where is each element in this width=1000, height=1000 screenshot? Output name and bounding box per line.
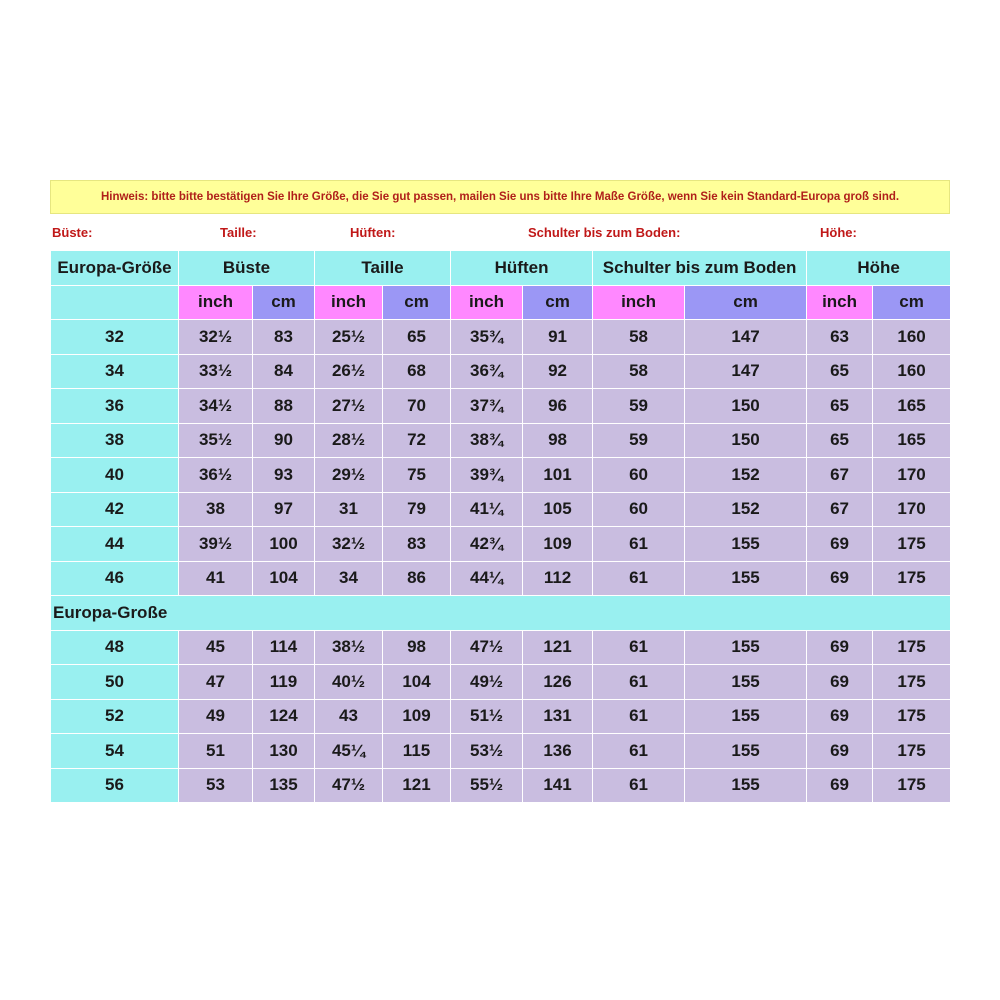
table-row (51, 458, 951, 493)
table-row (51, 734, 951, 769)
value-cell: 147 (685, 320, 807, 355)
value-cell: 83 (253, 320, 315, 355)
value-cell: 36½ (179, 458, 253, 493)
value-cell: 104 (383, 665, 451, 700)
value-cell: 96 (523, 389, 593, 424)
value-cell: 25½ (315, 320, 383, 355)
value-cell: 136 (523, 734, 593, 769)
value-cell: 155 (685, 699, 807, 734)
value-cell: 59 (593, 423, 685, 458)
value-cell: 165 (873, 389, 951, 424)
value-cell: 61 (593, 768, 685, 803)
size-cell: 48 (51, 630, 179, 665)
value-cell: 72 (383, 423, 451, 458)
table-row (51, 423, 951, 458)
value-cell: 98 (383, 630, 451, 665)
field-label-height: Höhe: (820, 225, 857, 240)
value-cell: 155 (685, 561, 807, 596)
table-row (51, 561, 951, 596)
value-cell: 61 (593, 699, 685, 734)
value-cell: 119 (253, 665, 315, 700)
size-table (50, 250, 951, 803)
value-cell: 29½ (315, 458, 383, 493)
unit-inch: inch (179, 285, 253, 320)
value-cell: 38½ (315, 630, 383, 665)
value-cell: 147 (685, 354, 807, 389)
header-blank (51, 285, 179, 320)
value-cell: 61 (593, 527, 685, 562)
size-cell: 40 (51, 458, 179, 493)
value-cell: 175 (873, 768, 951, 803)
value-cell: 26½ (315, 354, 383, 389)
value-cell: 47½ (315, 768, 383, 803)
header-size: Europa-Größe (51, 251, 179, 286)
value-cell: 45¼ (315, 734, 383, 769)
value-cell: 130 (253, 734, 315, 769)
value-cell: 58 (593, 354, 685, 389)
value-cell: 61 (593, 630, 685, 665)
value-cell: 39½ (179, 527, 253, 562)
value-cell: 170 (873, 492, 951, 527)
value-cell: 90 (253, 423, 315, 458)
value-cell: 49½ (451, 665, 523, 700)
value-cell: 170 (873, 458, 951, 493)
value-cell: 88 (253, 389, 315, 424)
value-cell: 28½ (315, 423, 383, 458)
value-cell: 175 (873, 527, 951, 562)
size-cell: 50 (51, 665, 179, 700)
value-cell: 175 (873, 734, 951, 769)
value-cell: 92 (523, 354, 593, 389)
field-label-waist: Taille: (220, 225, 257, 240)
header-row-units (51, 285, 951, 320)
value-cell: 175 (873, 665, 951, 700)
value-cell: 150 (685, 423, 807, 458)
section-divider (51, 596, 951, 631)
value-cell: 53 (179, 768, 253, 803)
value-cell: 37¾ (451, 389, 523, 424)
value-cell: 40½ (315, 665, 383, 700)
value-cell: 68 (383, 354, 451, 389)
table-body-standard (51, 320, 951, 596)
value-cell: 150 (685, 389, 807, 424)
section-label: Europa-Große (51, 596, 951, 631)
value-cell: 155 (685, 734, 807, 769)
value-cell: 67 (807, 458, 873, 493)
unit-inch: inch (807, 285, 873, 320)
header-waist: Taille (315, 251, 451, 286)
value-cell: 43 (315, 699, 383, 734)
value-cell: 98 (523, 423, 593, 458)
value-cell: 41¼ (451, 492, 523, 527)
value-cell: 100 (253, 527, 315, 562)
value-cell: 61 (593, 665, 685, 700)
section-row (51, 596, 951, 631)
value-cell: 47½ (451, 630, 523, 665)
value-cell: 65 (807, 354, 873, 389)
value-cell: 35¾ (451, 320, 523, 355)
value-cell: 69 (807, 768, 873, 803)
measurement-fields (50, 214, 950, 250)
value-cell: 69 (807, 734, 873, 769)
size-cell: 42 (51, 492, 179, 527)
value-cell: 65 (383, 320, 451, 355)
value-cell: 115 (383, 734, 451, 769)
value-cell: 55½ (451, 768, 523, 803)
size-cell: 46 (51, 561, 179, 596)
header-height: Höhe (807, 251, 951, 286)
value-cell: 45 (179, 630, 253, 665)
size-cell: 34 (51, 354, 179, 389)
size-cell: 32 (51, 320, 179, 355)
value-cell: 69 (807, 665, 873, 700)
unit-cm: cm (873, 285, 951, 320)
value-cell: 109 (523, 527, 593, 562)
value-cell: 42¾ (451, 527, 523, 562)
value-cell: 109 (383, 699, 451, 734)
value-cell: 44¼ (451, 561, 523, 596)
value-cell: 155 (685, 768, 807, 803)
notice-banner: Hinweis: bitte bitte bestätigen Sie Ihre Größe, die Sie gut passen, mailen Sie uns bitte Ihre Maße Größe, wenn Sie kein Standard-Europa groß sind. (50, 180, 950, 214)
value-cell: 31 (315, 492, 383, 527)
value-cell: 112 (523, 561, 593, 596)
table-body-large (51, 630, 951, 803)
value-cell: 33½ (179, 354, 253, 389)
value-cell: 141 (523, 768, 593, 803)
value-cell: 101 (523, 458, 593, 493)
value-cell: 70 (383, 389, 451, 424)
value-cell: 69 (807, 561, 873, 596)
value-cell: 114 (253, 630, 315, 665)
value-cell: 47 (179, 665, 253, 700)
header-bust: Büste (179, 251, 315, 286)
value-cell: 32½ (179, 320, 253, 355)
value-cell: 34½ (179, 389, 253, 424)
value-cell: 160 (873, 320, 951, 355)
value-cell: 175 (873, 699, 951, 734)
header-row-groups (51, 251, 951, 286)
size-cell: 52 (51, 699, 179, 734)
field-label-shoulder-to-floor: Schulter bis zum Boden: (528, 225, 681, 240)
value-cell: 155 (685, 630, 807, 665)
value-cell: 155 (685, 527, 807, 562)
value-cell: 34 (315, 561, 383, 596)
value-cell: 84 (253, 354, 315, 389)
table-row (51, 768, 951, 803)
value-cell: 135 (253, 768, 315, 803)
value-cell: 121 (383, 768, 451, 803)
table-row (51, 354, 951, 389)
value-cell: 39¾ (451, 458, 523, 493)
unit-inch: inch (451, 285, 523, 320)
value-cell: 69 (807, 630, 873, 665)
value-cell: 131 (523, 699, 593, 734)
value-cell: 93 (253, 458, 315, 493)
header-shoulder-to-floor: Schulter bis zum Boden (593, 251, 807, 286)
value-cell: 155 (685, 665, 807, 700)
value-cell: 165 (873, 423, 951, 458)
value-cell: 59 (593, 389, 685, 424)
table-row (51, 527, 951, 562)
value-cell: 65 (807, 423, 873, 458)
unit-cm: cm (523, 285, 593, 320)
value-cell: 83 (383, 527, 451, 562)
value-cell: 27½ (315, 389, 383, 424)
value-cell: 69 (807, 527, 873, 562)
value-cell: 63 (807, 320, 873, 355)
value-cell: 86 (383, 561, 451, 596)
value-cell: 160 (873, 354, 951, 389)
unit-cm: cm (685, 285, 807, 320)
value-cell: 91 (523, 320, 593, 355)
table-row (51, 665, 951, 700)
value-cell: 105 (523, 492, 593, 527)
value-cell: 97 (253, 492, 315, 527)
value-cell: 41 (179, 561, 253, 596)
value-cell: 175 (873, 630, 951, 665)
value-cell: 38 (179, 492, 253, 527)
table-row (51, 630, 951, 665)
value-cell: 175 (873, 561, 951, 596)
value-cell: 79 (383, 492, 451, 527)
value-cell: 49 (179, 699, 253, 734)
field-label-hips: Hüften: (350, 225, 396, 240)
value-cell: 104 (253, 561, 315, 596)
value-cell: 152 (685, 458, 807, 493)
value-cell: 75 (383, 458, 451, 493)
value-cell: 67 (807, 492, 873, 527)
table-row (51, 492, 951, 527)
value-cell: 36¾ (451, 354, 523, 389)
unit-inch: inch (593, 285, 685, 320)
unit-cm: cm (383, 285, 451, 320)
value-cell: 53½ (451, 734, 523, 769)
value-cell: 69 (807, 699, 873, 734)
value-cell: 51½ (451, 699, 523, 734)
value-cell: 126 (523, 665, 593, 700)
value-cell: 61 (593, 561, 685, 596)
value-cell: 65 (807, 389, 873, 424)
table-row (51, 699, 951, 734)
value-cell: 38¾ (451, 423, 523, 458)
size-cell: 56 (51, 768, 179, 803)
value-cell: 60 (593, 458, 685, 493)
value-cell: 32½ (315, 527, 383, 562)
value-cell: 61 (593, 734, 685, 769)
size-cell: 36 (51, 389, 179, 424)
value-cell: 121 (523, 630, 593, 665)
value-cell: 152 (685, 492, 807, 527)
table-row (51, 320, 951, 355)
size-chart (50, 180, 950, 803)
field-label-bust: Büste: (52, 225, 93, 240)
size-cell: 38 (51, 423, 179, 458)
table-row (51, 389, 951, 424)
size-cell: 44 (51, 527, 179, 562)
value-cell: 58 (593, 320, 685, 355)
value-cell: 35½ (179, 423, 253, 458)
value-cell: 51 (179, 734, 253, 769)
value-cell: 60 (593, 492, 685, 527)
unit-cm: cm (253, 285, 315, 320)
header-hips: Hüften (451, 251, 593, 286)
value-cell: 124 (253, 699, 315, 734)
unit-inch: inch (315, 285, 383, 320)
size-cell: 54 (51, 734, 179, 769)
